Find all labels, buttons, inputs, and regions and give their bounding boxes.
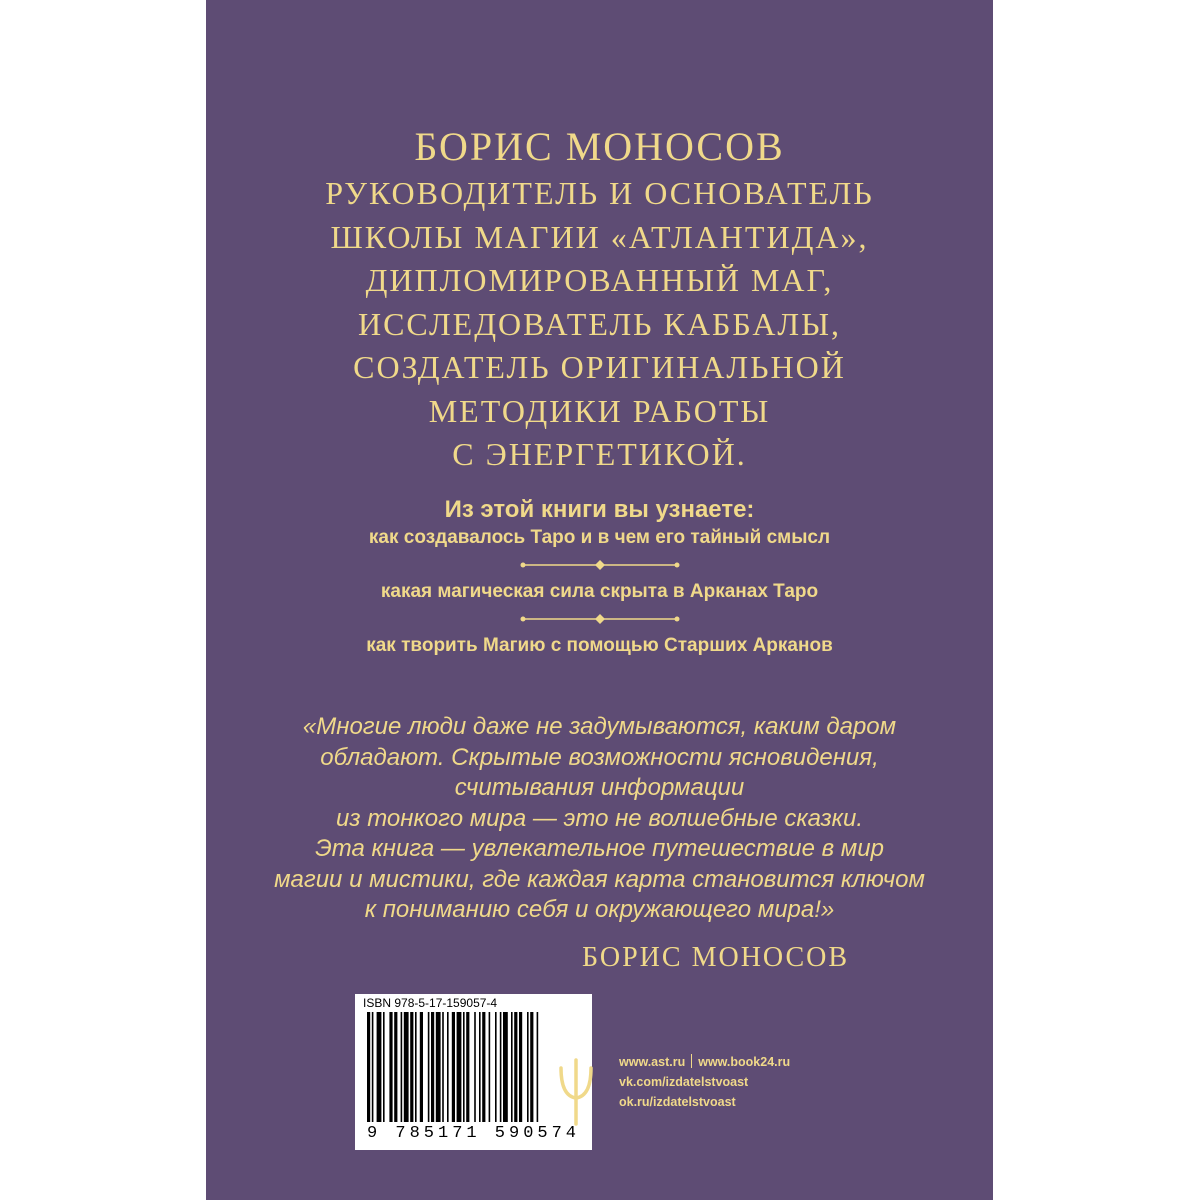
divider-ornament-icon: [519, 613, 681, 625]
barcode-block: [355, 994, 592, 1150]
link-separator: [691, 1054, 692, 1068]
bio-line: ИССЛЕДОВАТЕЛЬ КАББАЛЫ,: [357, 305, 842, 342]
quote-line: Эта книга — увлекательное путешествие в мир: [315, 835, 884, 862]
barcode-number: 9 785171 590574: [366, 1124, 581, 1143]
bio-line: СОЗДАТЕЛЬ ОРИГИНАЛЬНОЙ: [353, 349, 846, 385]
link-ast[interactable]: www.ast.ru: [619, 1055, 686, 1069]
bio-line: МЕТОДИКИ РАБОТЫ: [428, 392, 771, 429]
quote-signature: БОРИС МОНОСОВ: [582, 942, 850, 973]
publisher-links: [619, 1052, 790, 1112]
author-quote: [206, 712, 993, 926]
book-back-cover: [206, 0, 993, 1200]
link-ok[interactable]: ok.ru/izdatelstvoast: [619, 1095, 736, 1109]
quote-line: считывания информации: [454, 774, 745, 801]
link-vk[interactable]: vk.com/izdatelstvoast: [619, 1075, 749, 1089]
bio-line: С ЭНЕРГЕТИКОЙ.: [452, 436, 747, 472]
author-bio: [206, 172, 993, 477]
learn-item: как творить Магию с помощью Старших Арканов: [366, 635, 833, 656]
barcode-icon: [355, 1012, 592, 1126]
bio-line: РУКОВОДИТЕЛЬ И ОСНОВАТЕЛЬ: [325, 175, 874, 211]
author-title: БОРИС МОНОСОВ: [414, 124, 785, 169]
learn-item: как создавалось Таро и в чем его тайный смысл: [368, 527, 831, 548]
learn-item: какая магическая сила скрыта в Арканах Таро: [380, 581, 819, 602]
quote-line: из тонкого мира — это не волшебные сказки.: [336, 804, 863, 832]
divider-ornament-icon: [519, 559, 681, 571]
bio-line: ДИПЛОМИРОВАННЫЙ МАГ,: [365, 262, 834, 298]
link-book24[interactable]: www.book24.ru: [698, 1055, 791, 1069]
quote-line: обладают. Скрытые возможности ясновидения,: [320, 743, 879, 771]
learn-heading: Из этой книги вы узнаете:: [444, 496, 755, 523]
quote-line: «Многие люди даже не задумываются, каким даром: [302, 713, 897, 740]
quote-line: к пониманию себя и окружающего мира!»: [364, 896, 835, 923]
psi-logo-icon: [558, 1058, 594, 1128]
bio-line: ШКОЛЫ МАГИИ «АТЛАНТИДА»,: [330, 218, 869, 255]
quote-line: магии и мистики, где каждая карта становится ключом: [274, 865, 925, 893]
isbn-text: ISBN 978-5-17-159057-4: [363, 996, 498, 1010]
